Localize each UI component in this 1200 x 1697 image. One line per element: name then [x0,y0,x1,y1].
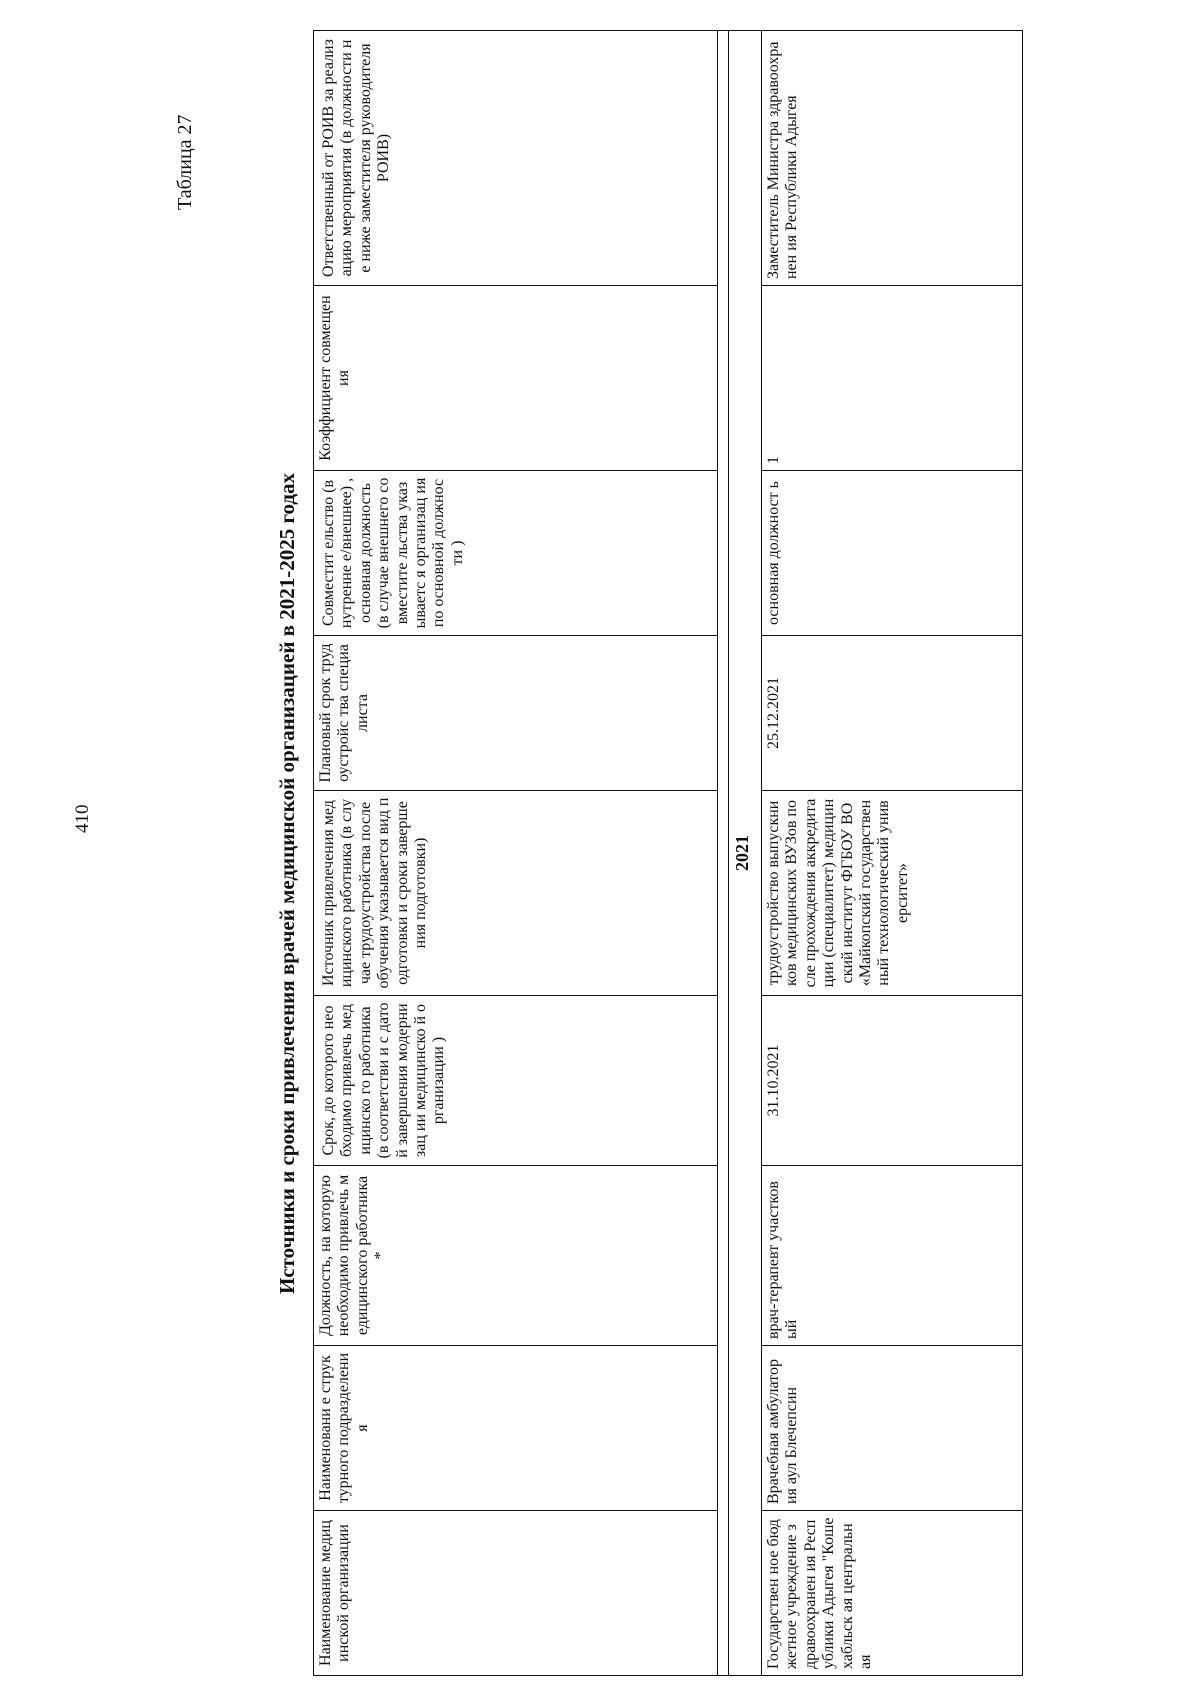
header-cell-coefficient: Коэффициент совмещения [314,286,718,471]
cell-combination: основная должност ь [762,471,1023,636]
header-row [314,31,718,1676]
page-number: 410 [72,804,93,833]
cell-source: трудоустройство выпускников медицинских ВУЗов после прохождения аккредитации (специалитет) медицинский институт ФГБОУ ВО «Майкопский государственный технологический университет» [762,791,1023,996]
table-row [762,31,1023,1676]
data-table [313,30,1023,1676]
header-cell-responsible: Ответственный от РОИВ за реализацию мероприятия (в должности не ниже заместителя руководителя РОИВ) [314,31,718,286]
year-cell: 2021 [729,31,762,1676]
header-cell-position: Должность, на которую необходимо привлечь медицинского работника* [314,1166,718,1346]
cell-coefficient: 1 [762,286,1023,471]
cell-responsible: Заместитель Министра здравоохранен ия Республики Адыгея [762,31,1023,286]
cell-organization: Государствен ное бюджетное учреждение здравоохранен ия Республики Адыгея "Кошехабльск ая центральная [762,1511,1023,1676]
table-title: Источники и сроки привлечения врачей медицинской организацией в 2021-2025 годах [275,472,299,1295]
table-label: Таблица 27 [174,114,196,210]
header-cell-organization: Наименование медицинской организации [314,1511,718,1676]
header-cell-subdivision: Наименовани е структурного подразделени я [314,1346,718,1511]
cell-subdivision: Врачебная амбулатория аул Блечепсин [762,1346,1023,1511]
cell-position: врач-терапевт участковый [762,1166,1023,1346]
year-row [729,31,762,1676]
separator-cell [718,31,729,1676]
separator-row [718,31,729,1676]
rotated-content [267,39,1067,1676]
header-cell-deadline: Срок, до которого необходимо привлечь медицинско го работника (в соответстви и с датой завершения модернизац ии медицинско й организации ) [314,996,718,1166]
header-cell-combination: Совместит ельство (внутренне е/внешнее) , основная должность (в случае внешнего совместите льства указываетс я организац ия по основной должности ) [314,471,718,636]
header-cell-planned-date: Плановый срок трудоустройс тва специалиста [314,636,718,791]
cell-deadline: 31.10.2021 [762,996,1023,1166]
cell-planned-date: 25.12.2021 [762,636,1023,791]
header-cell-source: Источник привлечения медицинского работника (в случае трудоустройства после обучения указывается вид подготовки и сроки завершения подготовки) [314,791,718,996]
